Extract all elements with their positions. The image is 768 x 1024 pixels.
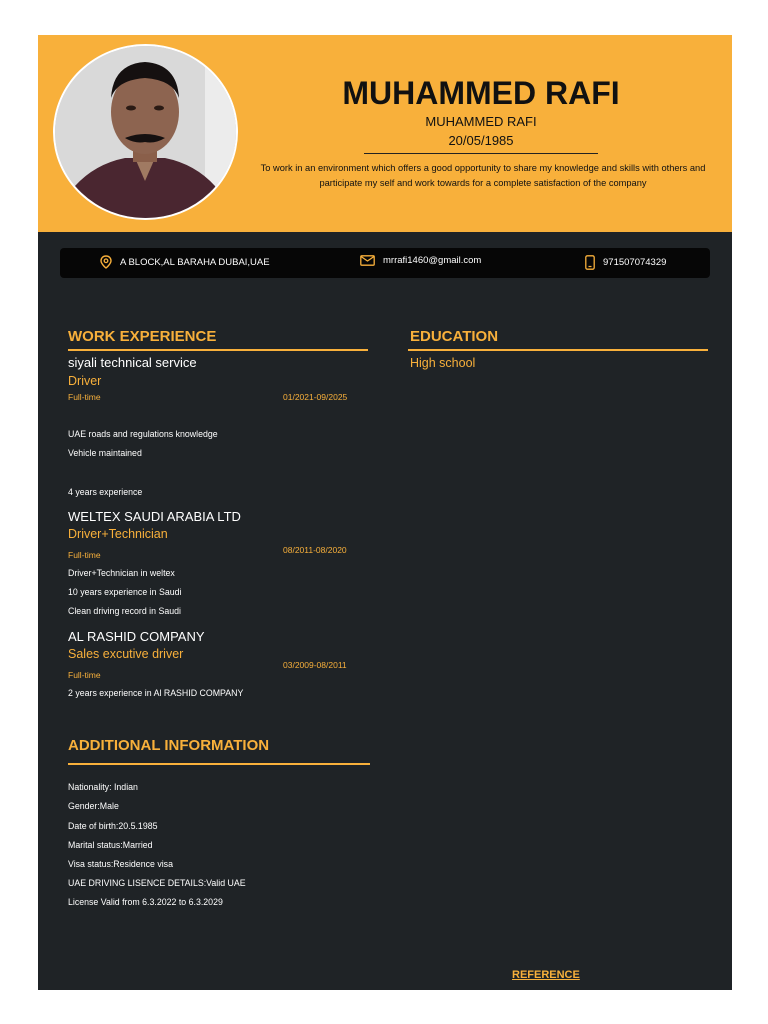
additional-info-item: Gender:Male bbox=[68, 801, 119, 811]
education-rule bbox=[408, 349, 708, 351]
email-text[interactable]: mrrafi1460@gmail.com bbox=[383, 255, 482, 266]
job-company: siyali technical service bbox=[68, 355, 197, 370]
contact-bar bbox=[60, 248, 710, 278]
job-company: WELTEX SAUDI ARABIA LTD bbox=[68, 509, 241, 524]
envelope-icon bbox=[360, 255, 375, 266]
job-bullet: Driver+Technician in weltex bbox=[68, 568, 175, 578]
career-objective: To work in an environment which offers a good opportunity to share my knowledge and skills with others and participate my self and work towards for a complete satisfaction of the company bbox=[260, 163, 706, 188]
job-role: Driver+Technician bbox=[68, 527, 168, 541]
job-bullet: Vehicle maintained bbox=[68, 448, 142, 458]
job-company: AL RASHID COMPANY bbox=[68, 629, 205, 644]
contact-address bbox=[100, 255, 270, 269]
job-bullet: UAE roads and regulations knowledge bbox=[68, 429, 218, 439]
location-pin-icon bbox=[100, 255, 112, 269]
address-text: A BLOCK,AL BARAHA DUBAI,UAE bbox=[120, 256, 270, 268]
candidate-name: MUHAMMED RAFI bbox=[342, 75, 620, 111]
education-item: High school bbox=[410, 356, 476, 370]
job-type: Full-time bbox=[68, 670, 101, 680]
resume-header bbox=[38, 35, 732, 232]
candidate-dob: 20/05/1985 bbox=[448, 133, 514, 148]
education-title: EDUCATION bbox=[410, 328, 499, 345]
work-experience-rule bbox=[68, 349, 368, 351]
additional-info-title: ADDITIONAL INFORMATION bbox=[68, 737, 270, 754]
phone-text[interactable]: 971507074329 bbox=[603, 257, 667, 268]
job-role: Driver bbox=[68, 374, 102, 388]
job-dates: 08/2011-08/2020 bbox=[283, 545, 347, 555]
contact-email[interactable] bbox=[360, 255, 481, 266]
job-bullet: 4 years experience bbox=[68, 487, 143, 497]
additional-info-item: Marital status:Married bbox=[68, 840, 153, 850]
candidate-subname: MUHAMMED RAFI bbox=[425, 114, 537, 129]
resume-page bbox=[38, 35, 732, 990]
additional-info-item: Visa status:Residence visa bbox=[68, 859, 173, 869]
job-dates: 01/2021-09/2025 bbox=[283, 392, 348, 402]
additional-info-item: UAE DRIVING LISENCE DETAILS:Valid UAE bbox=[68, 878, 246, 888]
additional-info-item: Date of birth:20.5.1985 bbox=[68, 821, 158, 831]
profile-photo bbox=[53, 44, 238, 220]
phone-icon bbox=[585, 255, 595, 270]
job-bullet: Clean driving record in Saudi bbox=[68, 606, 181, 616]
job-bullet: 2 years experience in Al RASHID COMPANY bbox=[68, 688, 244, 698]
job-bullet: 10 years experience in Saudi bbox=[68, 587, 182, 597]
job-type: Full-time bbox=[68, 550, 101, 560]
additional-info-item: License Valid from 6.3.2022 to 6.3.2029 bbox=[68, 897, 223, 907]
additional-info-rule bbox=[68, 763, 370, 765]
job-dates: 03/2009-08/2011 bbox=[283, 660, 347, 670]
contact-phone[interactable] bbox=[585, 255, 666, 270]
additional-info-item: Nationality: Indian bbox=[68, 782, 138, 792]
header-divider bbox=[364, 153, 598, 154]
reference-link[interactable]: REFERENCE bbox=[512, 969, 580, 981]
job-role: Sales excutive driver bbox=[68, 647, 184, 661]
work-experience-title: WORK EXPERIENCE bbox=[68, 328, 217, 345]
job-type: Full-time bbox=[68, 392, 101, 402]
